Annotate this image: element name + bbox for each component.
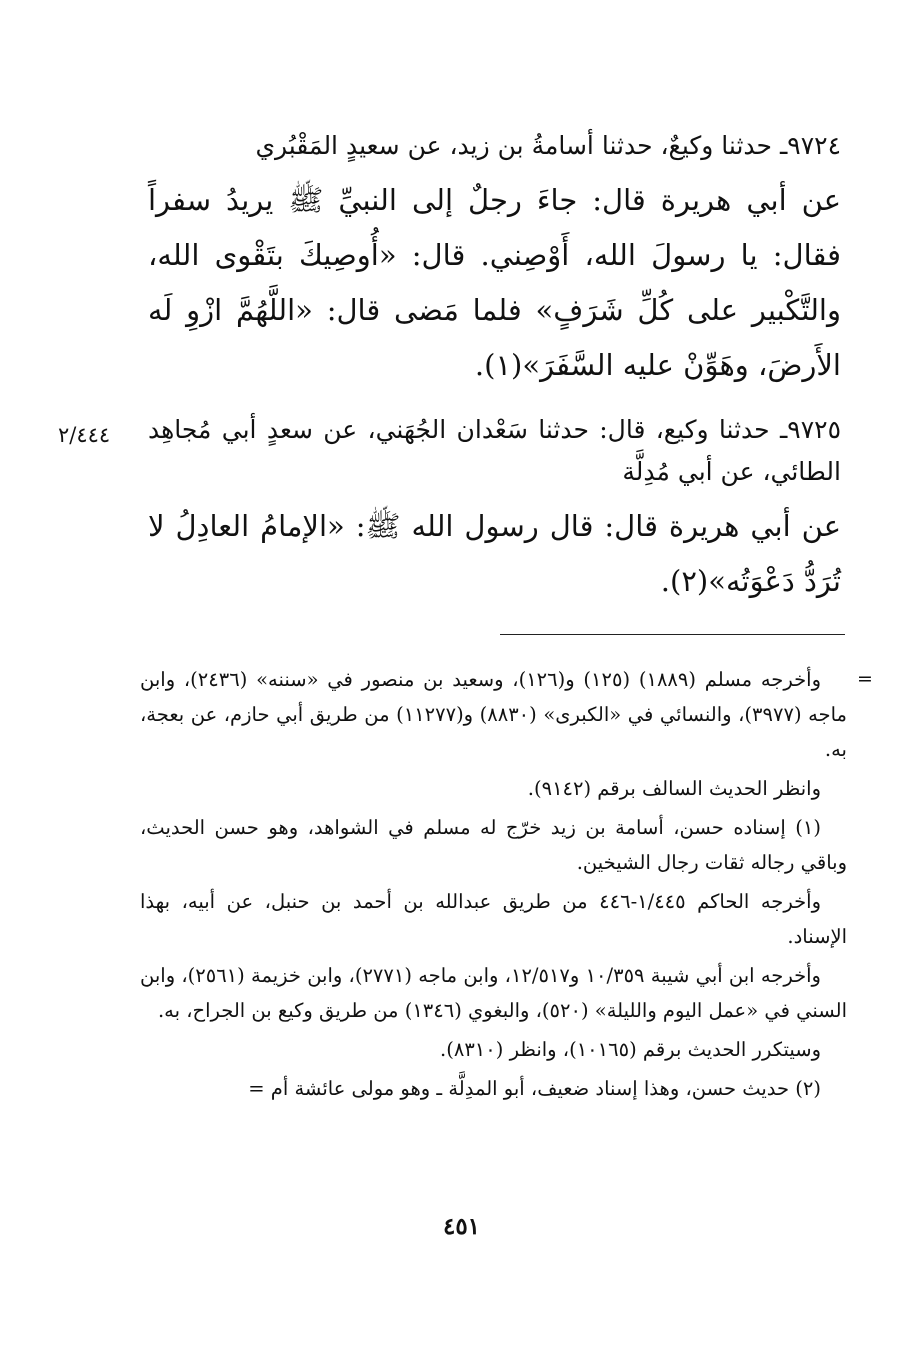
footnote-1-hakim: وأخرجه الحاكم ١/٤٤٥-٤٤٦ من طريق عبدالله بن أحمد بن حنبل، عن أبيه، بهذا الإسناد. (140, 890, 847, 948)
footnote-continued-see: وانظر الحديث السالف برقم (٩١٤٢). (527, 777, 821, 800)
footnote-separator (500, 634, 845, 635)
page-number: ٤٥١ (442, 1213, 481, 1240)
footnote-continued: وأخرجه مسلم (١٨٨٩) (١٢٥) و(١٢٦)، وسعيد بن منصور في «سننه» (٢٤٣٦)، وابن ماجه (٣٩٧٧)، والنسائي في «الكبرى» (٨٨٣٠) و(١١٢٧٧) من طريق أبي حازم، عن بعجة، به. (140, 668, 847, 761)
continuation-marker-end: = (248, 1077, 265, 1100)
continuation-marker-start: = (857, 668, 873, 690)
hadith-9725-isnad: ٩٧٢٥ـ حدثنا وكيع، قال: حدثنا سَعْدان الجُهَني، عن سعدٍ أبي مُجاهِد الطائي، عن أبي مُدِلَّة (148, 415, 841, 486)
hadith-9725-matn: عن أبي هريرة قال: قال رسول الله ﷺ: «الإمامُ العادِلُ لا تُرَدُّ دَعْوَتُه»(٢). (148, 509, 841, 598)
main-text (148, 125, 841, 609)
footnote-2 (140, 1071, 847, 1106)
footnote-1-grading: (١) إسناده حسن، أسامة بن زيد خرّج له مسلم في الشواهد، وهو حسن الحديث، وباقي رجاله ثقات رجال الشيخين. (140, 816, 847, 874)
footnote-1-sources: وأخرجه ابن أبي شيبة ١٠/٣٥٩ و١٢/٥١٧، وابن ماجه (٢٧٧١)، وابن خزيمة (٢٥٦١)، وابن السني في «عمل اليوم والليلة» (٥٢٠)، والبغوي (١٣٤٦) من طريق وكيع بن الجراح، به. (140, 964, 847, 1022)
hadith-9724-matn: عن أبي هريرة قال: جاءَ رجلٌ إلى النبيِّ ﷺ يريدُ سفراً فقال: يا رسولَ الله، أَوْصِني. قال: «أُوصِيكَ بتَقْوى الله، والتَّكْبير على كُلِّ شَرَفٍ» فلما مَضى قال: «اللَّهُمَّ ازْوِ لَه الأَرضَ، وهَوِّنْ عليه السَّفَرَ»(١). (148, 183, 841, 382)
footnotes (140, 662, 847, 1110)
footnote-1-see-also: وسيتكرر الحديث برقم (١٠١٦٥)، وانظر (٨٣١٠). (440, 1038, 821, 1061)
footnote-2-text: (٢) حديث حسن، وهذا إسناد ضعيف، أبو المدِلَّة ـ وهو مولى عائشة أم (270, 1077, 821, 1100)
margin-volume-page-ref: ٢/٤٤٤ (58, 423, 111, 447)
hadith-9724-isnad: ٩٧٢٤ـ حدثنا وكيعٌ، حدثنا أسامةُ بن زيد، عن سعيدٍ المَقْبُري (255, 131, 841, 160)
